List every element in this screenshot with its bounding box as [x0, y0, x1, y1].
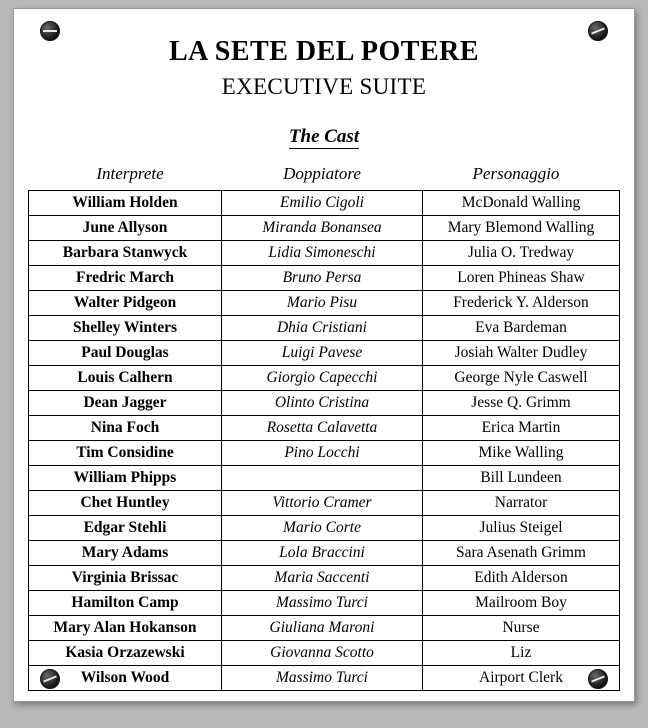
table-cell-doppiatore: Vittorio Cramer	[222, 490, 423, 515]
table-cell-interprete: Shelley Winters	[29, 315, 222, 340]
table-cell-personaggio: Mailroom Boy	[423, 590, 620, 615]
table-cell-doppiatore: Giovanna Scotto	[222, 640, 423, 665]
table-row	[29, 190, 620, 215]
table-cell-personaggio: Bill Lundeen	[423, 465, 620, 490]
table-cell-personaggio: Nurse	[423, 615, 620, 640]
table-cell-doppiatore: Emilio Cigoli	[222, 190, 423, 215]
table-row	[29, 540, 620, 565]
table-cell-doppiatore: Mario Pisu	[222, 290, 423, 315]
table-cell-interprete: Paul Douglas	[29, 340, 222, 365]
table-cell-personaggio: Erica Martin	[423, 415, 620, 440]
table-cell-doppiatore: Rosetta Calavetta	[222, 415, 423, 440]
document-page	[13, 8, 635, 702]
table-row	[29, 215, 620, 240]
table-cell-personaggio: Mike Walling	[423, 440, 620, 465]
table-cell-personaggio: Loren Phineas Shaw	[423, 265, 620, 290]
table-row	[29, 665, 620, 690]
table-cell-interprete: Dean Jagger	[29, 390, 222, 415]
table-cell-doppiatore: Giorgio Capecchi	[222, 365, 423, 390]
table-cell-doppiatore: Maria Saccenti	[222, 565, 423, 590]
table-cell-interprete: Walter Pidgeon	[29, 290, 222, 315]
table-cell-doppiatore: Giuliana Maroni	[222, 615, 423, 640]
cast-heading	[14, 126, 634, 148]
table-cell-doppiatore: Lidia Simoneschi	[222, 240, 423, 265]
table-row	[29, 565, 620, 590]
table-cell-personaggio: Sara Asenath Grimm	[423, 540, 620, 565]
table-cell-doppiatore: Massimo Turci	[222, 590, 423, 615]
table-cell-interprete: Hamilton Camp	[29, 590, 222, 615]
table-cell-interprete: Chet Huntley	[29, 490, 222, 515]
table-cell-interprete: Mary Alan Hokanson	[29, 615, 222, 640]
table-row	[29, 340, 620, 365]
column-header-personaggio: Personaggio	[472, 163, 560, 183]
table-row	[29, 265, 620, 290]
table-cell-doppiatore: Mario Corte	[222, 515, 423, 540]
table-cell-personaggio: McDonald Walling	[423, 190, 620, 215]
table-cell-personaggio: Narrator	[423, 490, 620, 515]
table-cell-personaggio: George Nyle Caswell	[423, 365, 620, 390]
table-cell-personaggio: Julia O. Tredway	[423, 240, 620, 265]
table-cell-personaggio: Josiah Walter Dudley	[423, 340, 620, 365]
table-cell-doppiatore: Bruno Persa	[222, 265, 423, 290]
screw-top-left-icon	[40, 21, 60, 41]
table-cell-interprete: June Allyson	[29, 215, 222, 240]
page-subtitle: EXECUTIVE SUITE	[221, 73, 427, 99]
table-cell-interprete: Edgar Stehli	[29, 515, 222, 540]
table-cell-interprete: Nina Foch	[29, 415, 222, 440]
table-row	[29, 315, 620, 340]
table-cell-personaggio: Frederick Y. Alderson	[423, 290, 620, 315]
table-row	[29, 590, 620, 615]
screw-bottom-right-icon	[588, 669, 608, 689]
table-row	[29, 490, 620, 515]
column-header-doppiatore: Doppiatore	[283, 163, 361, 183]
table-cell-doppiatore: Lola Braccini	[222, 540, 423, 565]
cast-heading-label: The Cast	[288, 125, 360, 147]
cast-table-body	[29, 190, 620, 690]
table-row	[29, 365, 620, 390]
table-cell-doppiatore: Olinto Cristina	[222, 390, 423, 415]
table-cell-doppiatore	[222, 465, 423, 490]
table-cell-interprete: Louis Calhern	[29, 365, 222, 390]
table-cell-personaggio: Edith Alderson	[423, 565, 620, 590]
table-cell-interprete: Wilson Wood	[29, 665, 222, 690]
table-cell-interprete: William Holden	[29, 190, 222, 215]
table-cell-personaggio: Liz	[423, 640, 620, 665]
table-row	[29, 240, 620, 265]
table-cell-doppiatore: Pino Locchi	[222, 440, 423, 465]
table-cell-personaggio: Mary Blemond Walling	[423, 215, 620, 240]
screw-bottom-left-icon	[40, 669, 60, 689]
table-row	[29, 290, 620, 315]
table-row	[29, 465, 620, 490]
table-cell-doppiatore: Massimo Turci	[222, 665, 423, 690]
table-row	[29, 515, 620, 540]
table-row	[29, 615, 620, 640]
table-cell-interprete: Fredric March	[29, 265, 222, 290]
table-cell-interprete: Mary Adams	[29, 540, 222, 565]
table-row	[29, 415, 620, 440]
column-headers	[36, 164, 612, 184]
table-cell-interprete: Barbara Stanwyck	[29, 240, 222, 265]
screw-top-right-icon	[588, 21, 608, 41]
table-cell-interprete: Tim Considine	[29, 440, 222, 465]
table-cell-personaggio: Jesse Q. Grimm	[423, 390, 620, 415]
title-block	[14, 9, 634, 100]
table-cell-interprete: William Phipps	[29, 465, 222, 490]
cast-table	[28, 190, 620, 691]
table-row	[29, 440, 620, 465]
column-header-interprete: Interprete	[96, 163, 164, 183]
table-cell-interprete: Kasia Orzazewski	[29, 640, 222, 665]
table-cell-personaggio: Eva Bardeman	[423, 315, 620, 340]
table-row	[29, 640, 620, 665]
table-row	[29, 390, 620, 415]
table-cell-doppiatore: Luigi Pavese	[222, 340, 423, 365]
table-cell-doppiatore: Miranda Bonansea	[222, 215, 423, 240]
table-cell-personaggio: Airport Clerk	[423, 665, 620, 690]
table-cell-interprete: Virginia Brissac	[29, 565, 222, 590]
page-title: LA SETE DEL POTERE	[168, 36, 480, 67]
table-cell-personaggio: Julius Steigel	[423, 515, 620, 540]
table-cell-doppiatore: Dhia Cristiani	[222, 315, 423, 340]
